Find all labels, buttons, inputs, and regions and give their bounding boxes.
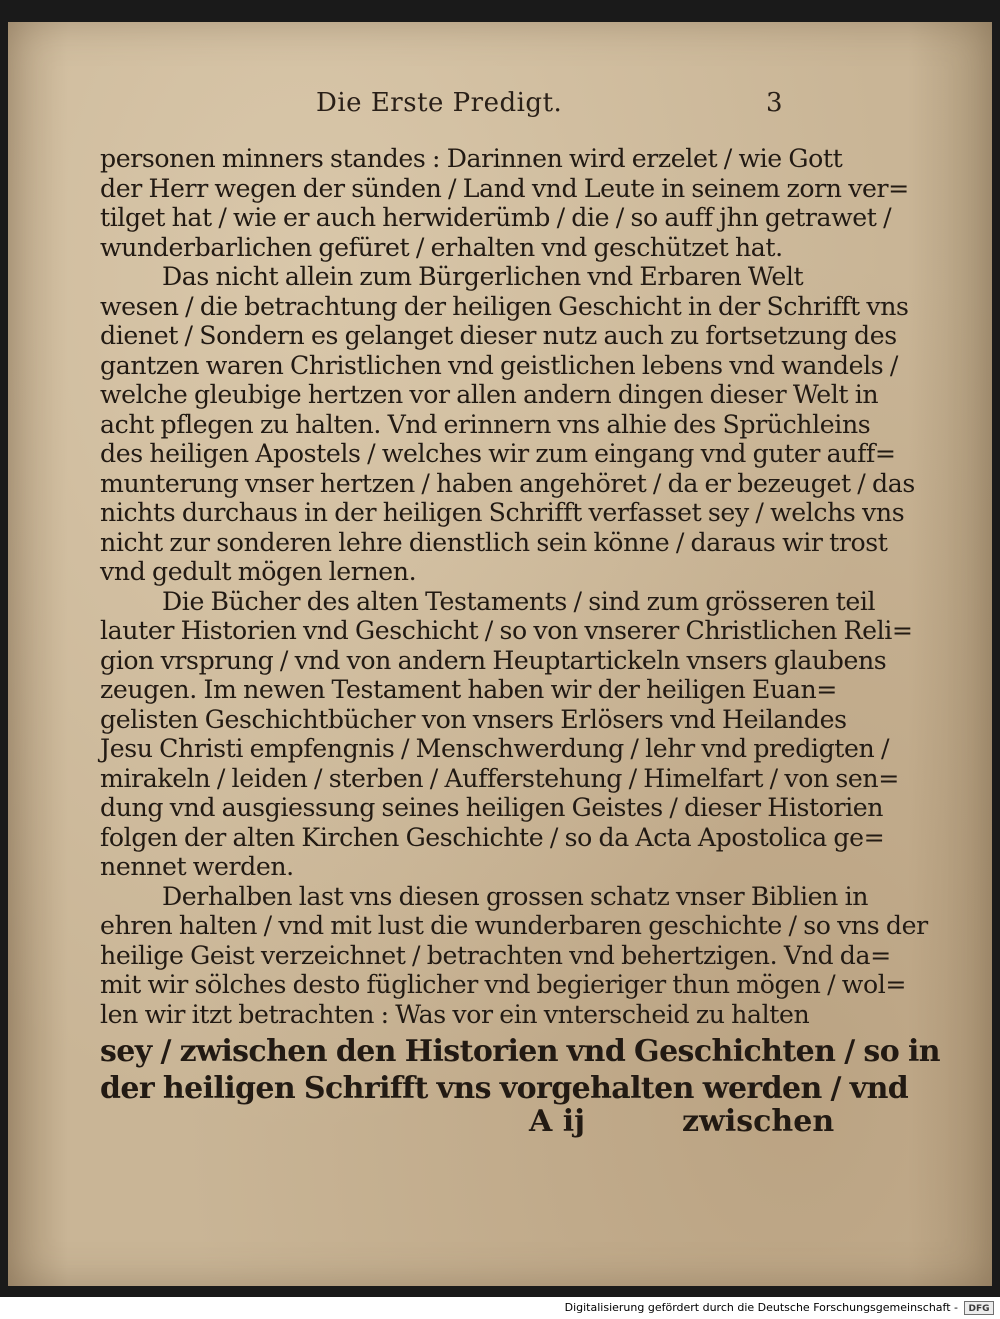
signature-mark: A ij [529,1104,585,1139]
text-line: zeugen. Im newen Testament haben wir der heiligen Euan= [100,675,838,704]
paragraph-start-line: Die Bücher des alten Testaments / sind zum grösseren teil [162,586,876,616]
signature-row [92,1104,835,1144]
text-line: mirakeln / leiden / sterben / Aufferstehung / Himelfart / von sen= [100,763,899,793]
text-line: dienet / Sondern es gelanget dieser nutz auch zu fortsetzung des [100,321,897,350]
text-line: welche gleubige hertzen vor allen andern dingen dieser Welt in [100,380,879,409]
text-line: heilige Geist verzeichnet / betrachten vnd behertzigen. Vnd da= [100,940,891,970]
text-line: des heiligen Apostels / welches wir zum eingang vnd guter auff= [100,439,896,468]
text-line: ehren halten / vnd mit lust die wunderbaren geschichte / so vns der [100,911,928,940]
running-head [8,88,992,128]
text-line: acht pflegen zu halten. Vnd erinnern vns alhie des Sprüchleins [100,409,871,439]
text-line: tilget hat / wie er auch herwiderümb / die / so auff jhn getrawet / [100,203,892,232]
page-number: 3 [766,88,783,118]
catchword: zwischen [682,1104,835,1139]
dfg-logo-icon: DFG [964,1301,994,1315]
emphasized-line: der heiligen Schrifft vns vorgehalten werden / vnd [100,1071,909,1106]
text-line: mit wir sölches desto füglicher vnd begieriger thun mögen / wol= [100,970,907,999]
text-line: nennet werden. [100,852,294,881]
text-line: folgen der alten Kirchen Geschichte / so da Acta Apostolica ge= [100,822,885,852]
text-line: personen minners standes : Darinnen wird erzelet / wie Gott [100,144,843,173]
text-line: wunderbarlichen gefüret / erhalten vnd geschützet hat. [100,232,783,262]
text-line: len wir itzt betrachten : Was vor ein vnterscheid zu halten [100,999,810,1029]
running-title: Die Erste Predigt. [316,88,563,118]
paragraph-start-line: Das nicht allein zum Bürgerlichen vnd Erbaren Welt [162,262,804,291]
text-line: nichts durchaus in der heiligen Schrifft verfasset sey / welchs vns [100,498,905,527]
emphasized-line: sey / zwischen den Historien vnd Geschichten / so in [100,1034,940,1069]
text-line: gion vrsprung / vnd von andern Heuptartickeln vnsers glaubens [100,645,887,675]
footer-bar [0,1297,1000,1319]
text-line: gantzen waren Christlichen vnd geistlichen lebens vnd wandels / [100,350,898,380]
funding-notice: Digitalisierung gefördert durch die Deutsche Forschungsgemeinschaft - [564,1301,958,1314]
text-line: gelisten Geschichtbücher von vnsers Erlösers vnd Heilandes [100,704,847,734]
text-line: Jesu Christi empfengnis / Menschwerdung / lehr vnd predigten / [100,734,890,763]
text-line: der Herr wegen der sünden / Land vnd Leute in seinem zorn ver= [100,173,909,203]
text-line: dung vnd ausgiessung seines heiligen Geistes / dieser Historien [100,793,884,822]
text-line: wesen / die betrachtung der heiligen Geschicht in der Schrifft vns [100,291,909,321]
text-line: vnd gedult mögen lernen. [100,557,417,586]
text-line: lauter Historien vnd Geschicht / so von vnserer Christlichen Reli= [100,616,913,645]
body-text [100,144,940,1107]
text-line: munterung vnser hertzen / haben angehöret / da er bezeuget / das [100,468,915,498]
text-line: nicht zur sonderen lehre dienstlich sein könne / daraus wir trost [100,527,888,557]
book-page [8,22,992,1286]
paragraph-start-line: Derhalben last vns diesen grossen schatz vnser Biblien in [162,881,869,911]
